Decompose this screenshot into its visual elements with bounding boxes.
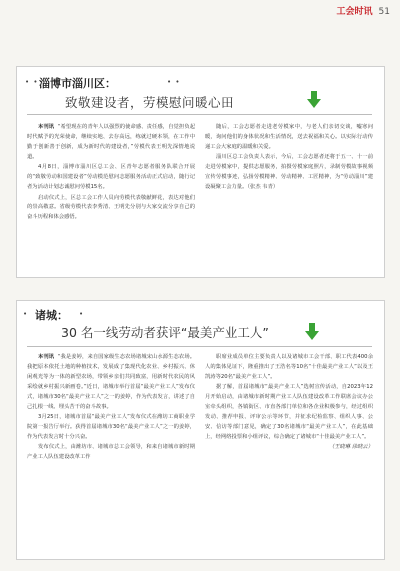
- article2-paragraph: 职席业成员单位主要负责人以及诸城市工会干部、职工代表400余人的集体见证下，隆重推出了王浩名等10名“十佳最美产业工人”以及王凯涛等20名“最美产业工人”。: [205, 354, 373, 380]
- article2-paragraph: 发布仪式上，由潍坊市、诸城市总工会领导，和来自诸城市新时期产业工人队伍建设改革工作: [27, 444, 195, 461]
- article-card-1: [16, 66, 385, 278]
- article1-column-left: [27, 123, 195, 224]
- article2-byline: 本刊讯: [38, 354, 55, 360]
- page-header: [337, 4, 390, 17]
- article1-column-right: [205, 123, 373, 194]
- article1-byline: 本刊讯: [38, 124, 55, 130]
- title-dots-right: •: [79, 310, 85, 318]
- title-dots-left: •: [23, 310, 29, 318]
- article1-rule: [27, 114, 372, 115]
- article1-title-line1: 淄博市淄川区：: [39, 77, 116, 90]
- article2-paragraph: “我是姜婷，来自国家级生态农场诸城宋山水源生态农场。我把原本依托土地的种植技术，发展成了集现代化农业、乡村振兴、休闲观光等为一体的新型农场，带领乡亲们共同致富，用新时代农民的风采绘就乡村振兴新画卷。”近日，诸城市举行首届“最美产业工人”发布仪式，诸城市30名“最美产业工人”之一的姜婷，作为代表发言，讲述了自己扎根一线、埋头苦干的奋斗故事。: [27, 354, 195, 410]
- article-card-2: [16, 300, 385, 560]
- article1-paragraph: 4月8日，淄博市淄川区总工会、区青年志愿者服务队联合开展的“致敬劳动和国建设者”劳动模范慰问志愿服务活动正式启动，随行记者为活动计划志诚慰问劳模15名。: [27, 164, 195, 191]
- article2-column-left: [27, 353, 195, 464]
- article1-paragraph: 淄川区总工会负责人表示，今后，工会志愿者还将于五一、十一前走进劳模家中，提供志愿服务，拍摄劳模家庭照片，录制劳模故事视频宣传劳模事迹，弘扬劳模精神、劳动精神、工匠精神，为“劳动淄川”建设凝聚工会力量。（张杰 韦青）: [205, 154, 373, 191]
- title-dots-left: • •: [25, 78, 39, 86]
- article1-paragraph: 启动仪式上，区总工会工作人员向劳模代表敬献鲜花，表达对他们的崇高敬意。省级劳模代表李秀清、王明先分别与大家交流分享自己的奋斗历程和体会感悟。: [27, 194, 195, 221]
- article2-column-right: [205, 353, 373, 454]
- article2-title-line2: 30 名一线劳动者获评“最美产业工人”: [61, 325, 269, 340]
- down-arrow-icon: [307, 91, 321, 109]
- article1-paragraph: “希望现在的青年人以强烈的使命感、责任感，自觉担负起时代赋予的光荣使命，继续实地、去存高远，练就过硬本领，在工作中勤于创新善于创新，成为新时代的建设者，”劳模代表王明先深情地说道。: [27, 124, 195, 160]
- article2-title-line1: 诸城：: [35, 309, 68, 322]
- page-number: 51: [378, 7, 390, 17]
- title-dots-right: • •: [167, 78, 181, 86]
- article2-rule: [27, 346, 372, 347]
- article1-paragraph: 随后，工会志愿者走进老劳模家中，与老人们亲切交谈，嘘寒问暖，询问他们的身体状况和生活情况，送去祝福和关心。以实际行动传递工会大家庭的温暖和关爱。: [205, 124, 373, 150]
- article1-title-line2: 致敬建设者，劳模慰问暖心田: [65, 95, 235, 110]
- article2-paragraph: 据了解，首届诸城市“最美产业工人”选树宣传活动，自2023年12月开始启动，由诸城市新时期产业工人队伍建设改革工作联席会议办公室牵头组织，各镇街区、市直各部门单位和各企业积极参与，经过组织发动、推荐申报、评审公示等环节，并征求纪检监察、组织人事、公安、信访等部门意见，确定了30名诸城市“最美产业工人”，在此基础上，经网络投票和小组评议，综合确定了诸城市“十佳最美产业工人”。: [205, 384, 373, 440]
- section-label: 工会时讯: [336, 7, 373, 17]
- article2-paragraph: 3月25日，诸城市首届“最美产业工人”发布仪式在潍坊工商职业学院第一报告厅举行。获得首届诸城市30名“最美产业工人”之一的姜婷，作为代表发言时十分兴奋。: [27, 414, 195, 440]
- article2-signature: （王晓琳 徐晓云）: [328, 444, 373, 451]
- down-arrow-icon: [305, 323, 319, 341]
